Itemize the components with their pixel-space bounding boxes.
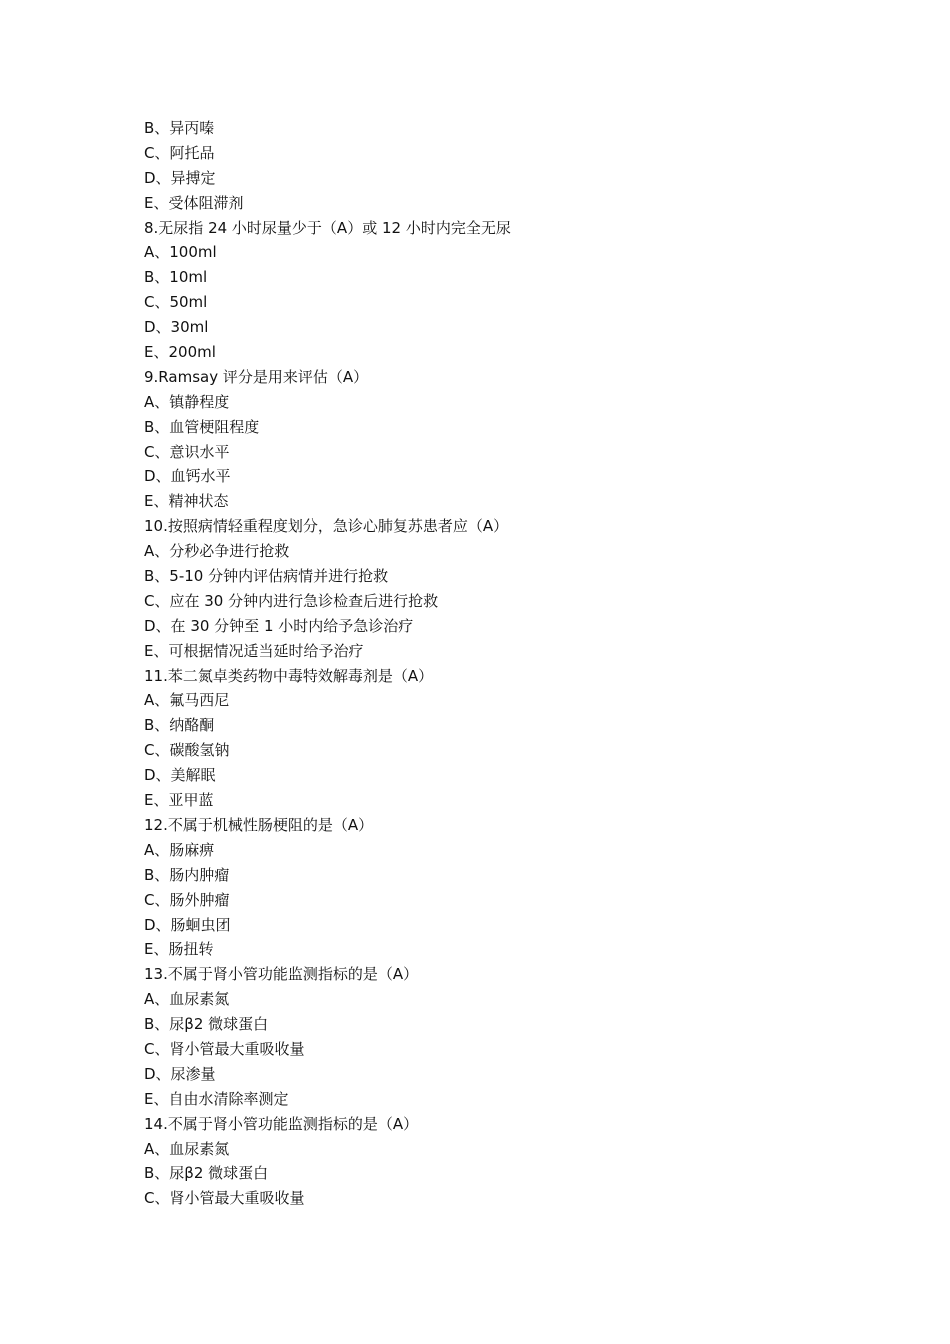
- option-line: B、异丙嗪: [144, 119, 215, 137]
- option-line: A、100ml: [144, 243, 217, 262]
- option-line: D、30ml: [144, 318, 209, 337]
- question-line: 10.按照病情轻重程度划分，急诊心肺复苏患者应（A）: [144, 517, 509, 536]
- option-line: B、尿β2 微球蛋白: [144, 1015, 269, 1034]
- option-line: C、肾小管最大重吸收量: [144, 1189, 305, 1208]
- option-line: E、受体阻滞剂: [144, 193, 244, 212]
- option-line: B、5-10 分钟内评估病情并进行抢救: [144, 567, 389, 586]
- question-line: 11.苯二氮卓类药物中毒特效解毒剂是（A）: [144, 666, 434, 685]
- option-line: E、可根据情况适当延时给予治疗: [144, 641, 364, 660]
- question-line: 13.不属于肾小管功能监测指标的是（A）: [144, 965, 419, 984]
- option-line: A、分秒必争进行抢救: [144, 542, 290, 561]
- option-line: A、血尿素氮: [144, 1139, 230, 1158]
- question-line: 8.无尿指 24 小时尿量少于（A）或 12 小时内完全无尿: [144, 218, 511, 237]
- option-line: B、血管梗阻程度: [144, 417, 260, 436]
- option-line: B、肠内肿瘤: [144, 865, 230, 884]
- option-line: C、肾小管最大重吸收量: [144, 1039, 305, 1058]
- option-line: C、50ml: [144, 293, 208, 312]
- question-line: 9.Ramsay 评分是用来评估（A）: [144, 367, 369, 386]
- option-line: B、尿β2 微球蛋白: [144, 1164, 269, 1183]
- document-text: [144, 116, 844, 1211]
- option-line: A、氟马西尼: [144, 691, 230, 710]
- question-line: 12.不属于机械性肠梗阻的是（A）: [144, 815, 374, 834]
- option-line: B、10ml: [144, 268, 208, 287]
- option-line: E、200ml: [144, 343, 216, 362]
- option-line: A、镇静程度: [144, 392, 230, 411]
- option-line: D、尿渗量: [144, 1064, 216, 1083]
- option-line: D、异搏定: [144, 168, 216, 187]
- option-line: E、肠扭转: [144, 940, 214, 959]
- option-line: E、亚甲蓝: [144, 791, 214, 810]
- option-line: C、应在 30 分钟内进行急诊检查后进行抢救: [144, 591, 439, 610]
- option-line: B、纳酪酮: [144, 716, 215, 735]
- option-line: A、血尿素氮: [144, 990, 230, 1009]
- option-line: C、碳酸氢钠: [144, 741, 230, 760]
- option-line: D、血钙水平: [144, 467, 231, 486]
- option-line: C、意识水平: [144, 442, 230, 461]
- option-line: E、精神状态: [144, 492, 229, 511]
- option-line: D、在 30 分钟至 1 小时内给予急诊治疗: [144, 616, 414, 635]
- option-line: A、肠麻痹: [144, 840, 215, 859]
- option-line: C、肠外肿瘤: [144, 890, 230, 909]
- option-line: D、肠蛔虫团: [144, 915, 231, 934]
- option-line: D、美解眠: [144, 766, 216, 785]
- option-line: E、自由水清除率测定: [144, 1089, 289, 1108]
- question-line: 14.不属于肾小管功能监测指标的是（A）: [144, 1114, 419, 1133]
- option-line: C、阿托品: [144, 143, 215, 162]
